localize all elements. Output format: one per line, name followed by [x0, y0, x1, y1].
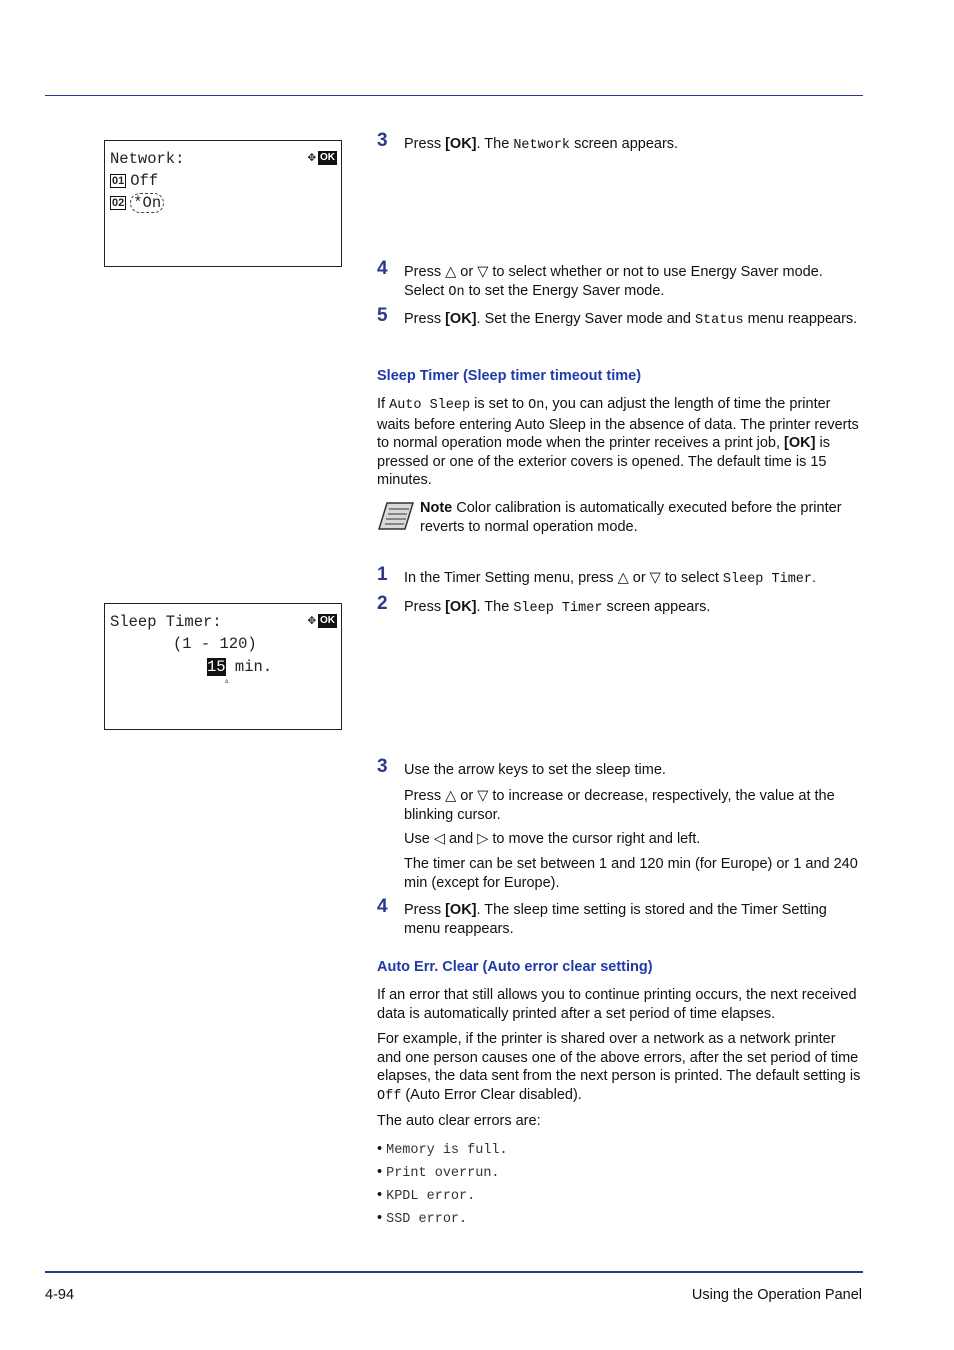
list-item: • Print overrun.: [377, 1164, 500, 1181]
footer-rule: [45, 1271, 863, 1273]
note-text: Color calibration is automatically executed before the printer reverts to normal operation mode.: [420, 500, 842, 535]
step-3-detail-1: Press △ or ▽ to increase or decrease, respectively, the value at the blinking cursor.: [404, 788, 835, 823]
item-number-icon: 01: [112, 174, 125, 187]
ok-icon: OK: [320, 615, 335, 626]
ok-icon: OK: [320, 152, 335, 163]
item-number-icon: 02: [112, 196, 125, 209]
lcd-value: 15: [207, 658, 226, 676]
chapter-title: Using the Operation Panel: [691, 1287, 862, 1303]
sleep-timer-paragraph: If Auto Sleep is set to On, you can adjust the length of time the printer waits before entering Auto Sleep in the absence of data. The printer reverts to normal operation mode when the printer receives a print job, [OK] is pressed or one of the exterior covers is opened. The default time is 15 minutes.: [377, 396, 859, 488]
lcd-sleep-timer-screen: [104, 603, 342, 730]
step-4-select: 4 Press △ or ▽ to select whether or not to use Energy Saver mode. Select On to set the Energy Saver mode.: [377, 258, 823, 300]
nav-arrows-icon: ✥: [307, 613, 316, 629]
note-box: [377, 499, 862, 536]
lcd-indicators: [308, 614, 337, 628]
auto-err-paragraph-3: The auto clear errors are:: [377, 1113, 541, 1129]
page-number: 4-94: [45, 1287, 75, 1303]
lcd-item-off: 01 Off: [112, 172, 159, 190]
lcd-item-on: [110, 194, 164, 212]
cursor-up-icon: ▵: [224, 676, 230, 686]
header-rule: [45, 95, 863, 96]
lcd-title: Network:: [110, 150, 185, 168]
lcd-title: Sleep Timer:: [110, 613, 222, 631]
step-3-arrow-keys: 3 Use the arrow keys to set the sleep time.: [377, 756, 666, 778]
note-icon: [377, 499, 415, 533]
cursor-icon: *On: [130, 193, 164, 213]
lcd-network-screen: [104, 140, 342, 267]
note-label: Note: [420, 500, 453, 516]
error-list: [377, 1139, 508, 1231]
lcd-unit: min.: [234, 658, 273, 676]
auto-err-paragraph-1: If an error that still allows you to continue printing occurs, the next received data is automatically printed after a set period of time elapses.: [377, 987, 857, 1022]
list-item: • SSD error.: [377, 1210, 468, 1227]
list-item: • KPDL error.: [377, 1187, 476, 1204]
lcd-value-line: [207, 658, 272, 676]
step-3-press-ok: 3 Press [OK]. The Network screen appears.: [377, 130, 679, 153]
sleep-timer-heading: Sleep Timer (Sleep timer timeout time): [377, 368, 642, 384]
step-4-store: 4 Press [OK]. The sleep time setting is stored and the Timer Setting menu reappears.: [377, 896, 827, 937]
auto-err-paragraph-2: For example, if the printer is shared over a network as a network printer and one person causes one of the above errors, after the set period of time elapses, the data sent from the next person is printed. The default setting is Off (Auto Error Clear disabled).: [377, 1031, 861, 1104]
step-1-select-sleep-timer: 1 In the Timer Setting menu, press △ or ▽ to select Sleep Timer.: [377, 564, 817, 587]
step-5-ok: 5 Press [OK]. Set the Energy Saver mode and Status menu reappears.: [377, 305, 858, 328]
list-item: • Memory is full.: [377, 1141, 508, 1158]
step-3-detail-3: The timer can be set between 1 and 120 min (for Europe) or 1 and 240 min (except for Europe).: [404, 856, 858, 891]
step-3-detail-2: Use ◁ and ▷ to move the cursor right and left.: [404, 831, 701, 847]
step-2-press-ok: 2 Press [OK]. The Sleep Timer screen appears.: [377, 593, 711, 616]
lcd-indicators: [308, 151, 337, 165]
nav-arrows-icon: ✥: [307, 150, 316, 166]
lcd-range: (1 - 120): [173, 635, 257, 653]
auto-err-heading: Auto Err. Clear (Auto error clear setting): [377, 959, 653, 975]
